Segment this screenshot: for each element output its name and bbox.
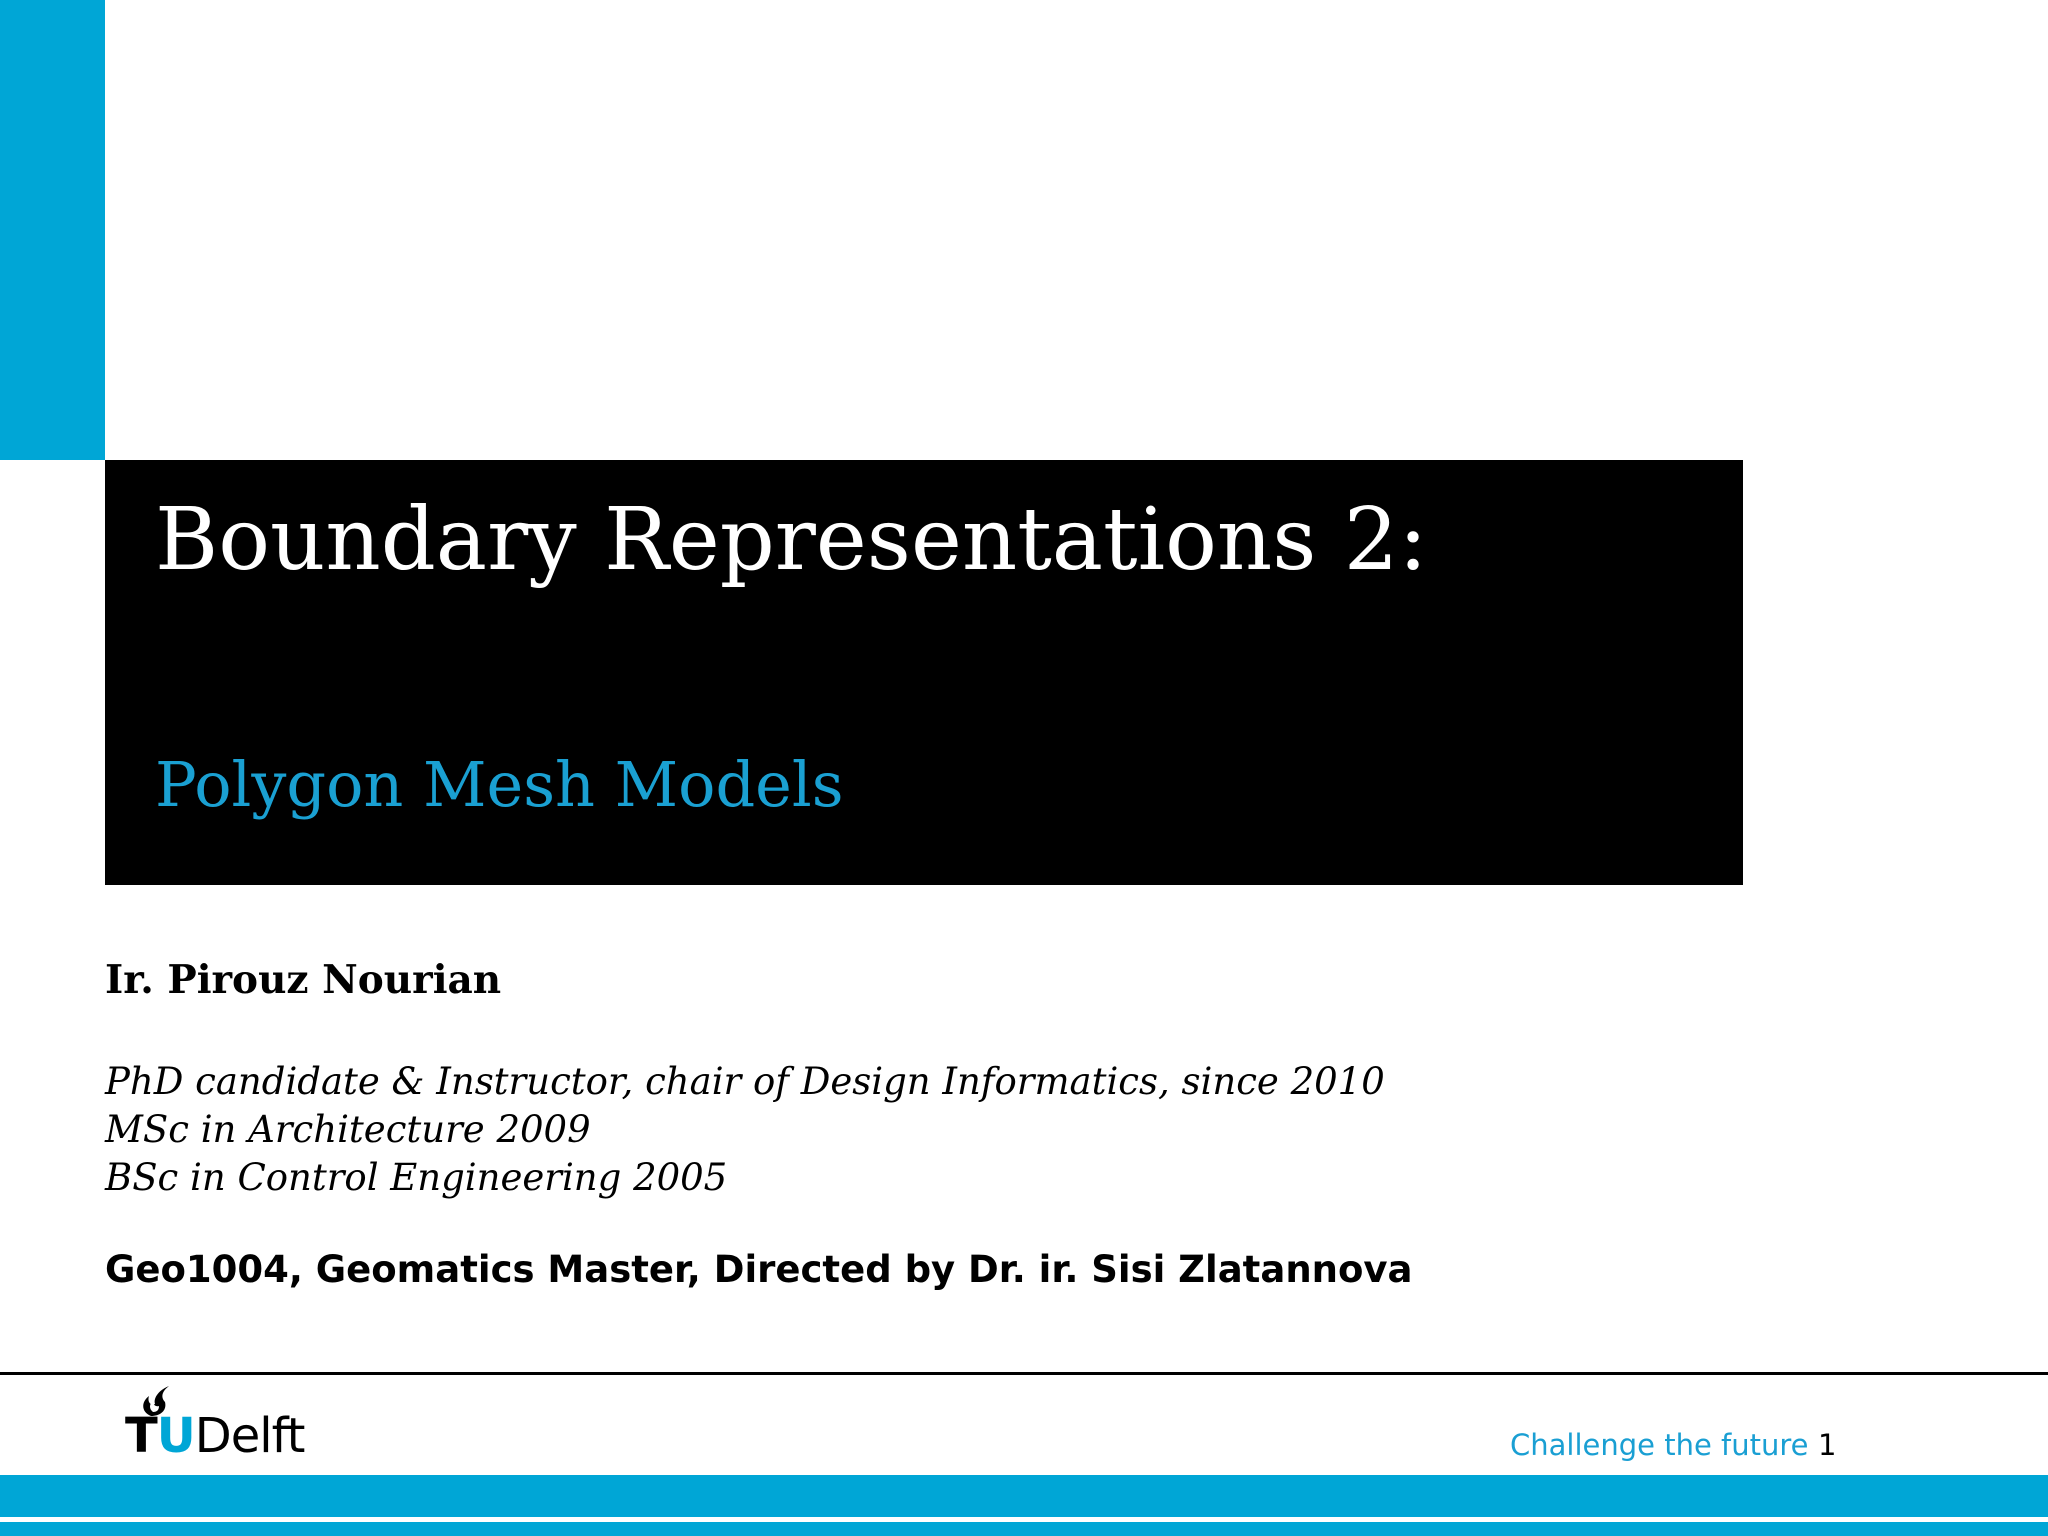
credential-line: PhD candidate & Instructor, chair of Design Informatics, since 2010 bbox=[105, 1060, 1385, 1103]
logo-letter-u: U bbox=[156, 1408, 195, 1464]
left-accent-bar bbox=[0, 0, 105, 460]
tu-delft-logo bbox=[125, 1380, 335, 1465]
footer-divider bbox=[0, 1372, 2048, 1375]
credential-line: BSc in Control Engineering 2005 bbox=[105, 1156, 728, 1199]
tagline: Challenge the future bbox=[1510, 1428, 1809, 1462]
slide-title: Boundary Representations 2: bbox=[155, 490, 1428, 590]
logo-wordmark bbox=[125, 1408, 304, 1464]
bottom-accent-stripe bbox=[0, 1522, 2048, 1536]
page-number: 1 bbox=[1818, 1428, 1837, 1462]
logo-word-delft: Delft bbox=[194, 1408, 305, 1464]
presenter-credentials bbox=[105, 1058, 1385, 1202]
course-info: Geo1004, Geomatics Master, Directed by Dr. ir. Sisi Zlatannova bbox=[105, 1248, 1413, 1291]
slide-subtitle: Polygon Mesh Models bbox=[155, 748, 844, 821]
credential-line: MSc in Architecture 2009 bbox=[105, 1108, 591, 1151]
bottom-accent-bar bbox=[0, 1475, 2048, 1517]
logo-letter-t: T bbox=[125, 1408, 157, 1464]
presenter-name: Ir. Pirouz Nourian bbox=[105, 957, 502, 1003]
